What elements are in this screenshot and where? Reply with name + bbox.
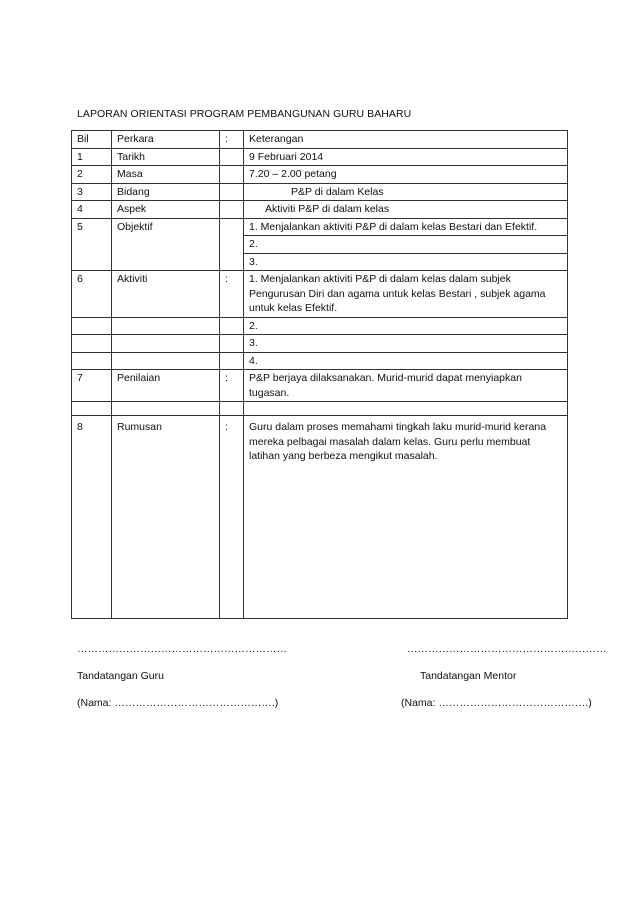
table-row [72,148,568,166]
mentor-name-field: (Nama: …………………………………….) [401,697,592,709]
table-row [72,335,568,353]
row-colon: : [220,370,244,402]
empty-cell [72,317,112,335]
row-bil: 1 [72,148,112,166]
empty-cell [220,402,244,416]
empty-cell [112,352,220,370]
row-perkara: Masa [112,166,220,184]
row-colon [220,201,244,219]
row-keterangan: P&P di dalam Kelas [244,183,568,201]
row-keterangan: Aktiviti P&P di dalam kelas [244,201,568,219]
table-row [72,352,568,370]
row-perkara: Aspek [112,201,220,219]
empty-cell [220,317,244,335]
table-header-row [72,131,568,149]
row-bil: 8 [72,416,112,619]
row-bil: 4 [72,201,112,219]
table-row [72,271,568,318]
table-row [72,183,568,201]
mentor-signature-line: ………………………………………………… [407,643,607,655]
empty-cell [244,402,568,416]
empty-cell [72,402,112,416]
guru-signature-line: …………………………………………………… [77,643,287,655]
row-perkara: Aktiviti [112,271,220,318]
table-row [72,317,568,335]
aktiviti-item: 1. Menjalankan aktiviti P&P di dalam kelas dalam subjek Pengurusan Diri dan agama untuk kelas Bestari , subjek agama untuk kelas Efektif. [244,271,568,318]
row-perkara: Rumusan [112,416,220,619]
aktiviti-item: 3. [244,335,568,353]
table-row [72,416,568,619]
aktiviti-item: 4. [244,352,568,370]
table-row [72,402,568,416]
guru-signature-label: Tandatangan Guru [77,670,164,682]
row-colon: : [220,271,244,318]
header-colon: : [220,131,244,149]
row-bil: 7 [72,370,112,402]
empty-cell [220,352,244,370]
mentor-signature-label: Tandatangan Mentor [420,670,517,682]
row-keterangan: Guru dalam proses memahami tingkah laku murid-murid kerana mereka pelbagai masalah dalam kelas. Guru perlu membuat latihan yang berbeza mengikut masalah. [244,416,568,619]
objektif-item: 3. [244,253,568,271]
row-keterangan: 9 Februari 2014 [244,148,568,166]
row-bil: 3 [72,183,112,201]
row-colon [220,166,244,184]
row-perkara: Bidang [112,183,220,201]
row-colon: : [220,416,244,619]
guru-name-field: (Nama: ……………………………………….) [77,697,279,709]
table-row [72,370,568,402]
empty-cell [112,402,220,416]
empty-cell [112,317,220,335]
row-colon [220,218,244,271]
row-perkara: Tarikh [112,148,220,166]
row-bil: 5 [72,218,112,271]
row-perkara: Penilaian [112,370,220,402]
report-title: LAPORAN ORIENTASI PROGRAM PEMBANGUNAN GURU BAHARU [77,108,412,120]
table-row [72,166,568,184]
aktiviti-item: 2. [244,317,568,335]
row-colon [220,183,244,201]
objektif-item: 1. Menjalankan aktiviti P&P di dalam kelas Bestari dan Efektif. [244,218,568,236]
empty-cell [72,352,112,370]
row-bil: 6 [72,271,112,318]
row-bil: 2 [72,166,112,184]
empty-cell [112,335,220,353]
empty-cell [72,335,112,353]
header-keterangan: Keterangan [244,131,568,149]
header-bil: Bil [72,131,112,149]
header-perkara: Perkara [112,131,220,149]
report-table [71,130,568,619]
objektif-item: 2. [244,236,568,254]
row-keterangan: P&P berjaya dilaksanakan. Murid-murid dapat menyiapkan tugasan. [244,370,568,402]
row-colon [220,148,244,166]
empty-cell [220,335,244,353]
table-row [72,201,568,219]
row-perkara: Objektif [112,218,220,271]
table-row [72,218,568,236]
row-keterangan: 7.20 – 2.00 petang [244,166,568,184]
